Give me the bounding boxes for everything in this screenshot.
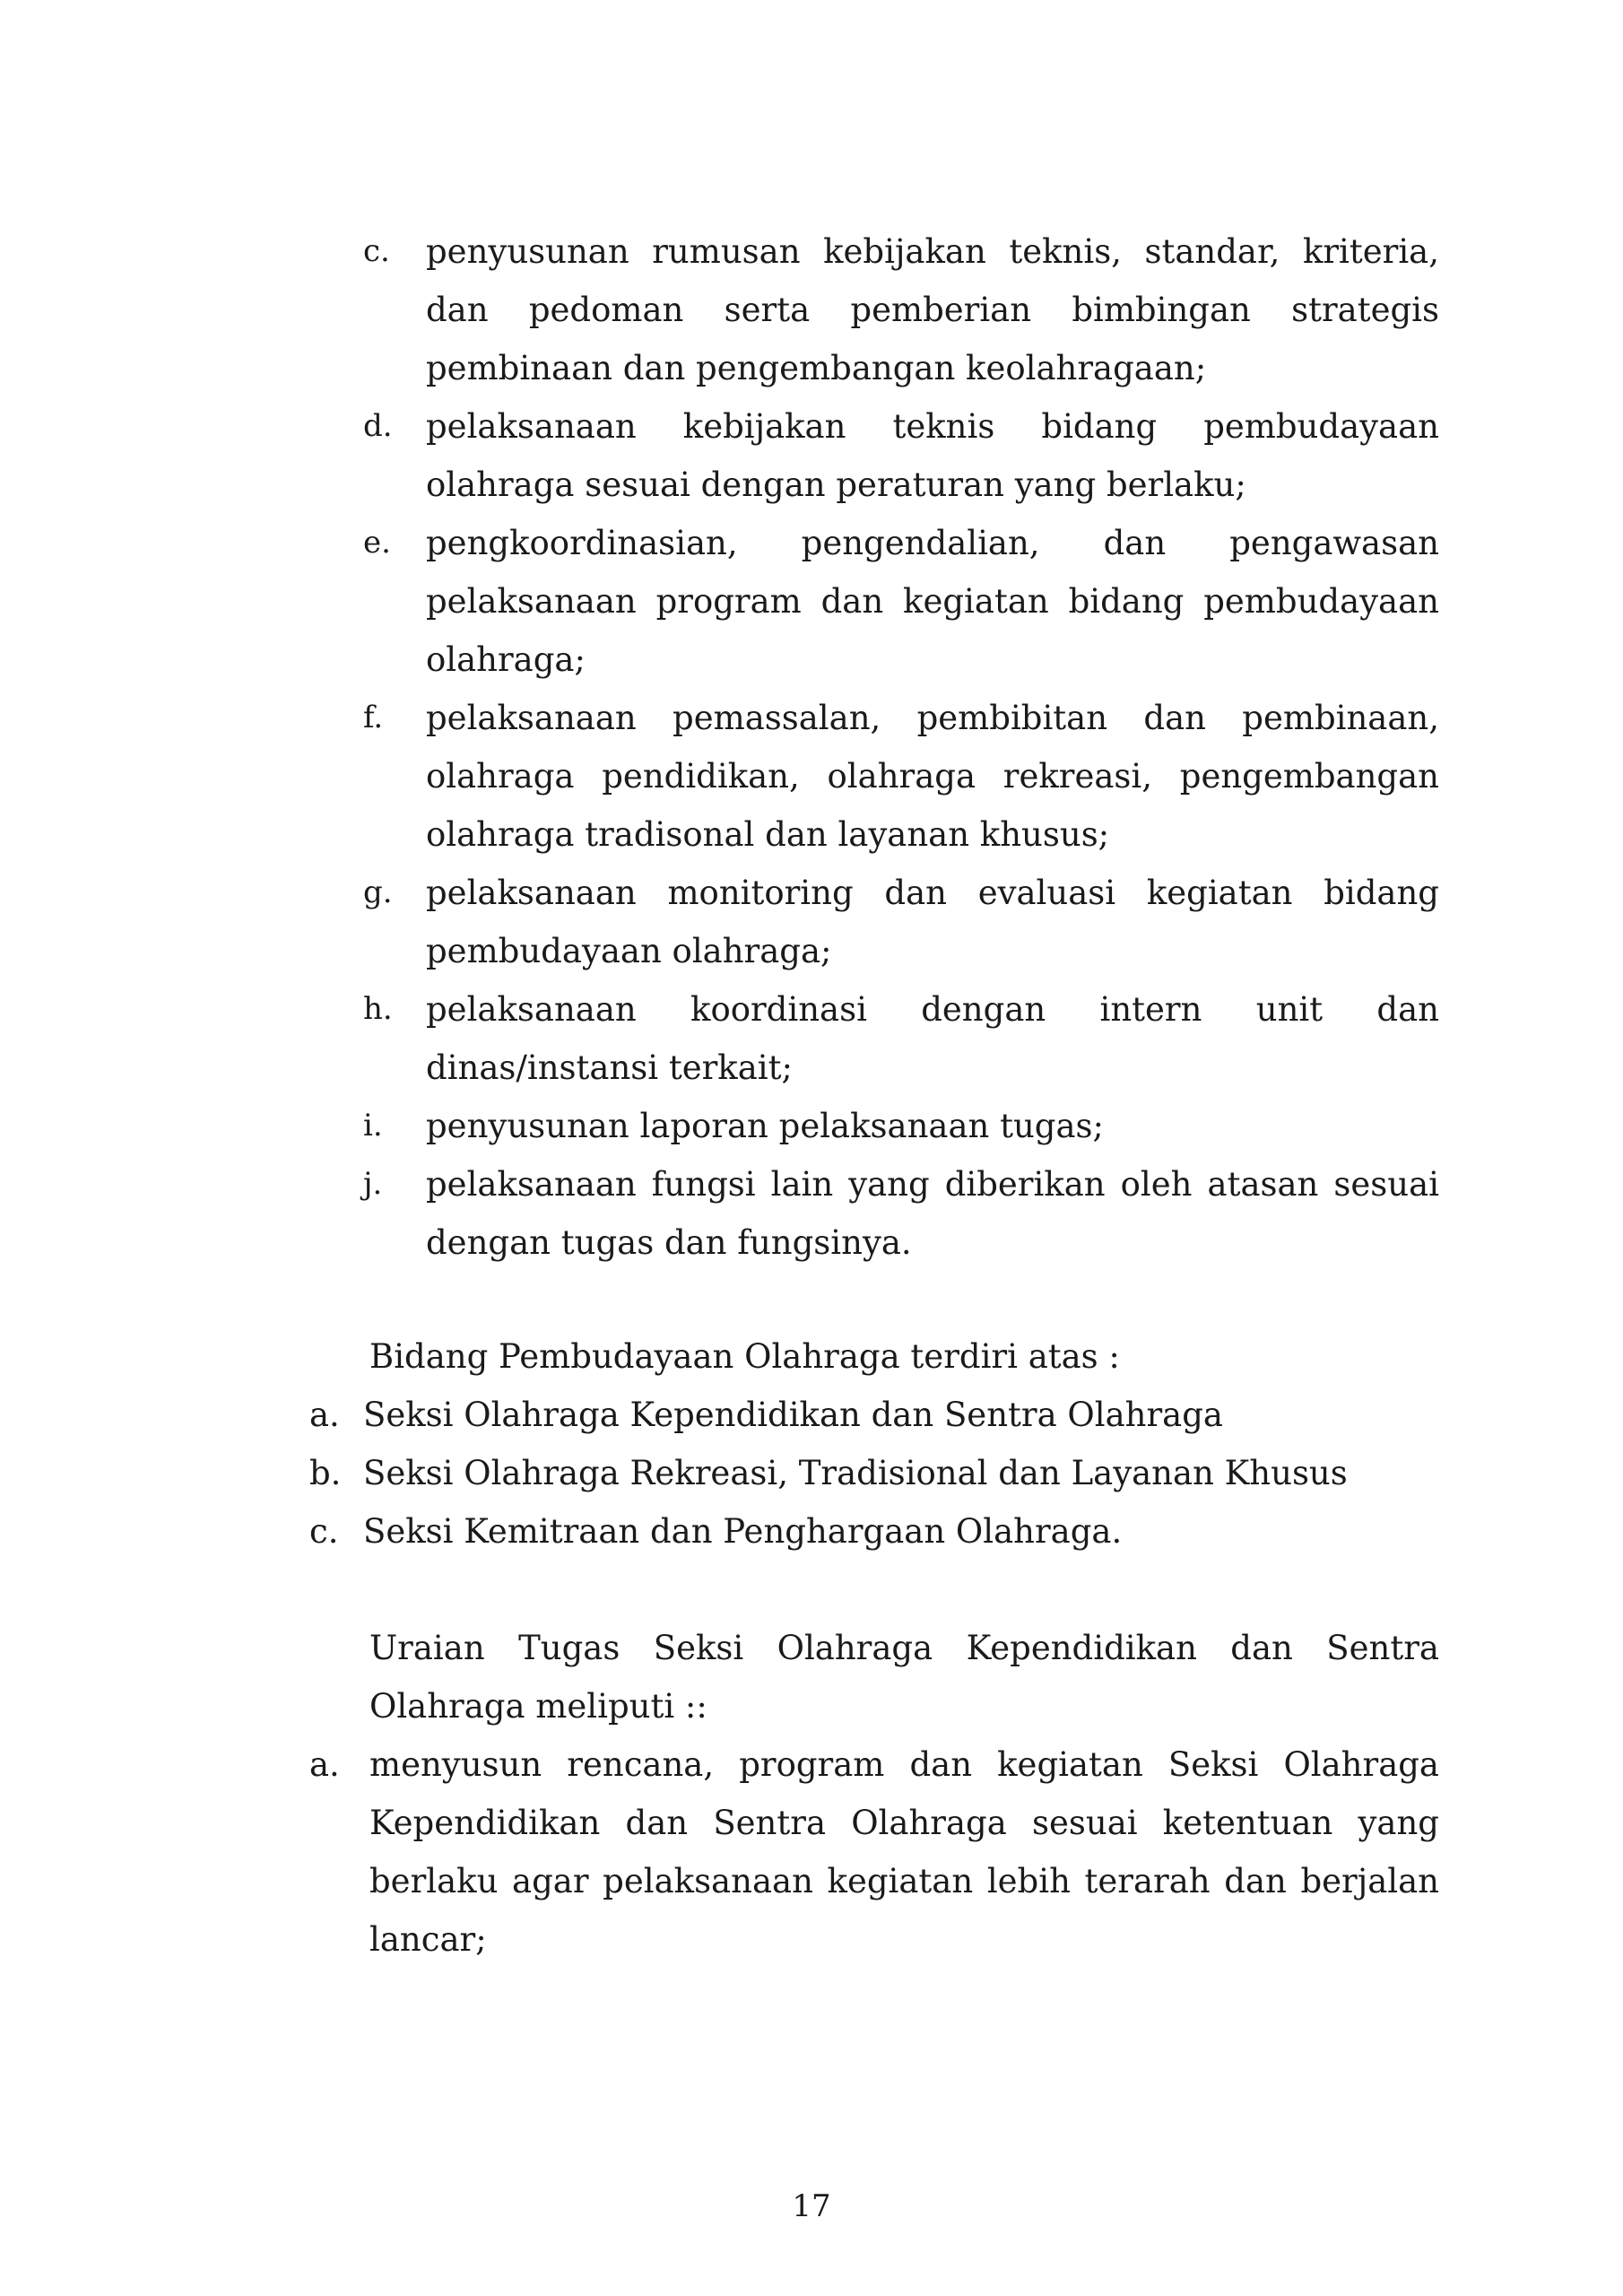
- section-item: [309, 1444, 1439, 1502]
- section-text: Seksi Kemitraan dan Penghargaan Olahraga.: [363, 1512, 1123, 1551]
- list-marker: c.: [363, 233, 390, 269]
- list-item: [363, 864, 1439, 980]
- section-text: Seksi Olahraga Kependidikan dan Sentra Olahraga: [363, 1396, 1223, 1434]
- page-number: 17: [792, 2188, 831, 2224]
- function-list: [363, 222, 1439, 1272]
- list-item: [363, 689, 1439, 864]
- list-marker: i.: [363, 1108, 383, 1144]
- list-marker: g.: [363, 874, 393, 910]
- section-list: [309, 1386, 1439, 1561]
- list-item: [363, 980, 1439, 1097]
- list-text: penyusunan laporan pelaksanaan tugas;: [426, 1107, 1105, 1145]
- task-item: [309, 1735, 1439, 1969]
- list-item: [363, 1097, 1439, 1155]
- list-marker: e.: [363, 525, 391, 561]
- list-marker: j.: [363, 1166, 383, 1202]
- list-item: [363, 222, 1439, 397]
- list-item: [363, 397, 1439, 514]
- list-text: pelaksanaan kebijakan teknis bidang pembudayaan olahraga sesuai dengan peraturan yang berlaku;: [426, 407, 1439, 504]
- section-marker: a.: [309, 1396, 340, 1434]
- section-item: [309, 1502, 1439, 1561]
- list-item: [363, 1155, 1439, 1272]
- task-marker: a.: [309, 1745, 340, 1784]
- list-marker: f.: [363, 700, 384, 735]
- section-marker: b.: [309, 1454, 342, 1492]
- section-marker: c.: [309, 1512, 339, 1551]
- section-text: Seksi Olahraga Rekreasi, Tradisional dan Layanan Khusus: [363, 1454, 1348, 1492]
- list-text: pengkoordinasian, pengendalian, dan pengawasan pelaksanaan program dan kegiatan bidang pembudayaan olahraga;: [426, 524, 1439, 679]
- composition-intro: Bidang Pembudayaan Olahraga terdiri atas :: [369, 1337, 1120, 1376]
- list-text: pelaksanaan fungsi lain yang diberikan oleh atasan sesuai dengan tugas dan fungsinya.: [426, 1165, 1439, 1262]
- tasks-intro: Uraian Tugas Seksi Olahraga Kependidikan dan Sentra Olahraga meliputi ::: [369, 1629, 1439, 1726]
- list-item: [363, 514, 1439, 689]
- list-text: penyusunan rumusan kebijakan teknis, standar, kriteria, dan pedoman serta pemberian bimbingan strategis pembinaan dan pengembangan keolahragaan;: [426, 232, 1439, 387]
- task-list: [309, 1735, 1439, 1969]
- section-item: [309, 1386, 1439, 1444]
- list-text: pelaksanaan koordinasi dengan intern unit dan dinas/instansi terkait;: [426, 990, 1439, 1087]
- task-text: menyusun rencana, program dan kegiatan Seksi Olahraga Kependidikan dan Sentra Olahraga sesuai ketentuan yang berlaku agar pelaksanaan kegiatan lebih terarah dan berjalan lancar;: [369, 1745, 1439, 1959]
- list-text: pelaksanaan monitoring dan evaluasi kegiatan bidang pembudayaan olahraga;: [426, 874, 1439, 970]
- list-marker: d.: [363, 408, 393, 444]
- list-text: pelaksanaan pemassalan, pembibitan dan pembinaan, olahraga pendidikan, olahraga rekreasi, pengembangan olahraga tradisonal dan layanan khusus;: [426, 699, 1439, 854]
- list-marker: h.: [363, 991, 393, 1027]
